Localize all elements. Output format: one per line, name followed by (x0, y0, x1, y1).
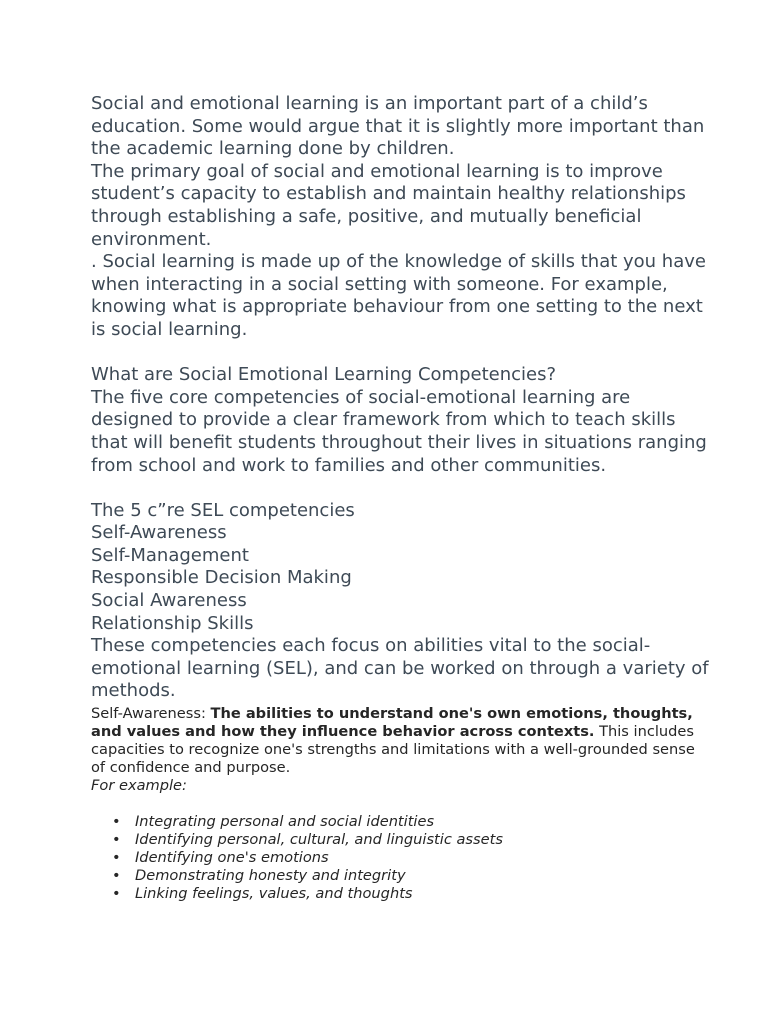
core-list-item: Responsible Decision Making (91, 567, 352, 589)
list-item (112, 813, 711, 831)
list-item-text: Identifying personal, cultural, and linguistic assets (135, 831, 503, 849)
list-item-text: Identifying one's emotions (135, 849, 329, 867)
bullet-icon: • (112, 867, 121, 885)
example-intro: For example: (91, 777, 187, 795)
competencies-body: The five core competencies of social-emotional learning are designed to provide a clear framework from which to teach skills that will benefit students throughout their lives in situations ranging from school and work to families and other communities. (91, 386, 707, 476)
self-awareness-label: Self-Awareness: (91, 705, 211, 723)
list-item (112, 885, 711, 903)
core-list-item: Self-Awareness (91, 522, 227, 544)
intro-paragraph-2: The primary goal of social and emotional learning is to improve student’s capacity to establish and maintain healthy relationships through establishing a safe, positive, and mutually beneficial environment. (91, 160, 686, 250)
list-item (112, 831, 711, 849)
bullet-icon: • (112, 813, 121, 831)
self-awareness-definition: The abilities to understand one's own emotions, thoughts, and values and how they influence behavior across contexts. (91, 705, 693, 741)
list-item-text: Integrating personal and social identities (135, 813, 435, 831)
examples-list (91, 813, 711, 903)
core-list-heading: The 5 c”re SEL competencies (91, 499, 355, 521)
document-page (91, 93, 711, 903)
spacer (91, 342, 711, 365)
list-item (112, 849, 711, 867)
core-list-summary: These competencies each focus on abilities vital to the social-emotional learning (SEL), and can be worked on through a variety of methods. (91, 635, 709, 702)
bullet-icon: • (112, 849, 121, 867)
main-text (91, 93, 711, 703)
self-awareness-section (91, 705, 711, 795)
core-list-item: Relationship Skills (91, 612, 254, 634)
competencies-heading: What are Social Emotional Learning Competencies? (91, 364, 557, 386)
list-item-text: Linking feelings, values, and thoughts (135, 885, 413, 903)
spacer (91, 477, 711, 500)
bullet-icon: • (112, 885, 121, 903)
intro-paragraph-3: . Social learning is made up of the knowledge of skills that you have when interacting in a social setting with someone. For example, knowing what is appropriate behaviour from one setting to the next is social learning. (91, 251, 706, 340)
bullet-icon: • (112, 831, 121, 849)
core-list-item: Self-Management (91, 544, 249, 566)
self-awareness-paragraph (91, 705, 711, 777)
list-item (112, 867, 711, 885)
list-item-text: Demonstrating honesty and integrity (135, 867, 406, 885)
intro-paragraph-1: Social and emotional learning is an important part of a child’s education. Some would argue that it is slightly more important than the academic learning done by children. (91, 93, 705, 160)
self-awareness-detail: This includes capacities to recognize one's strengths and limitations with a well-grounded sense of confidence and purpose. (91, 723, 695, 777)
core-list-item: Social Awareness (91, 590, 247, 612)
